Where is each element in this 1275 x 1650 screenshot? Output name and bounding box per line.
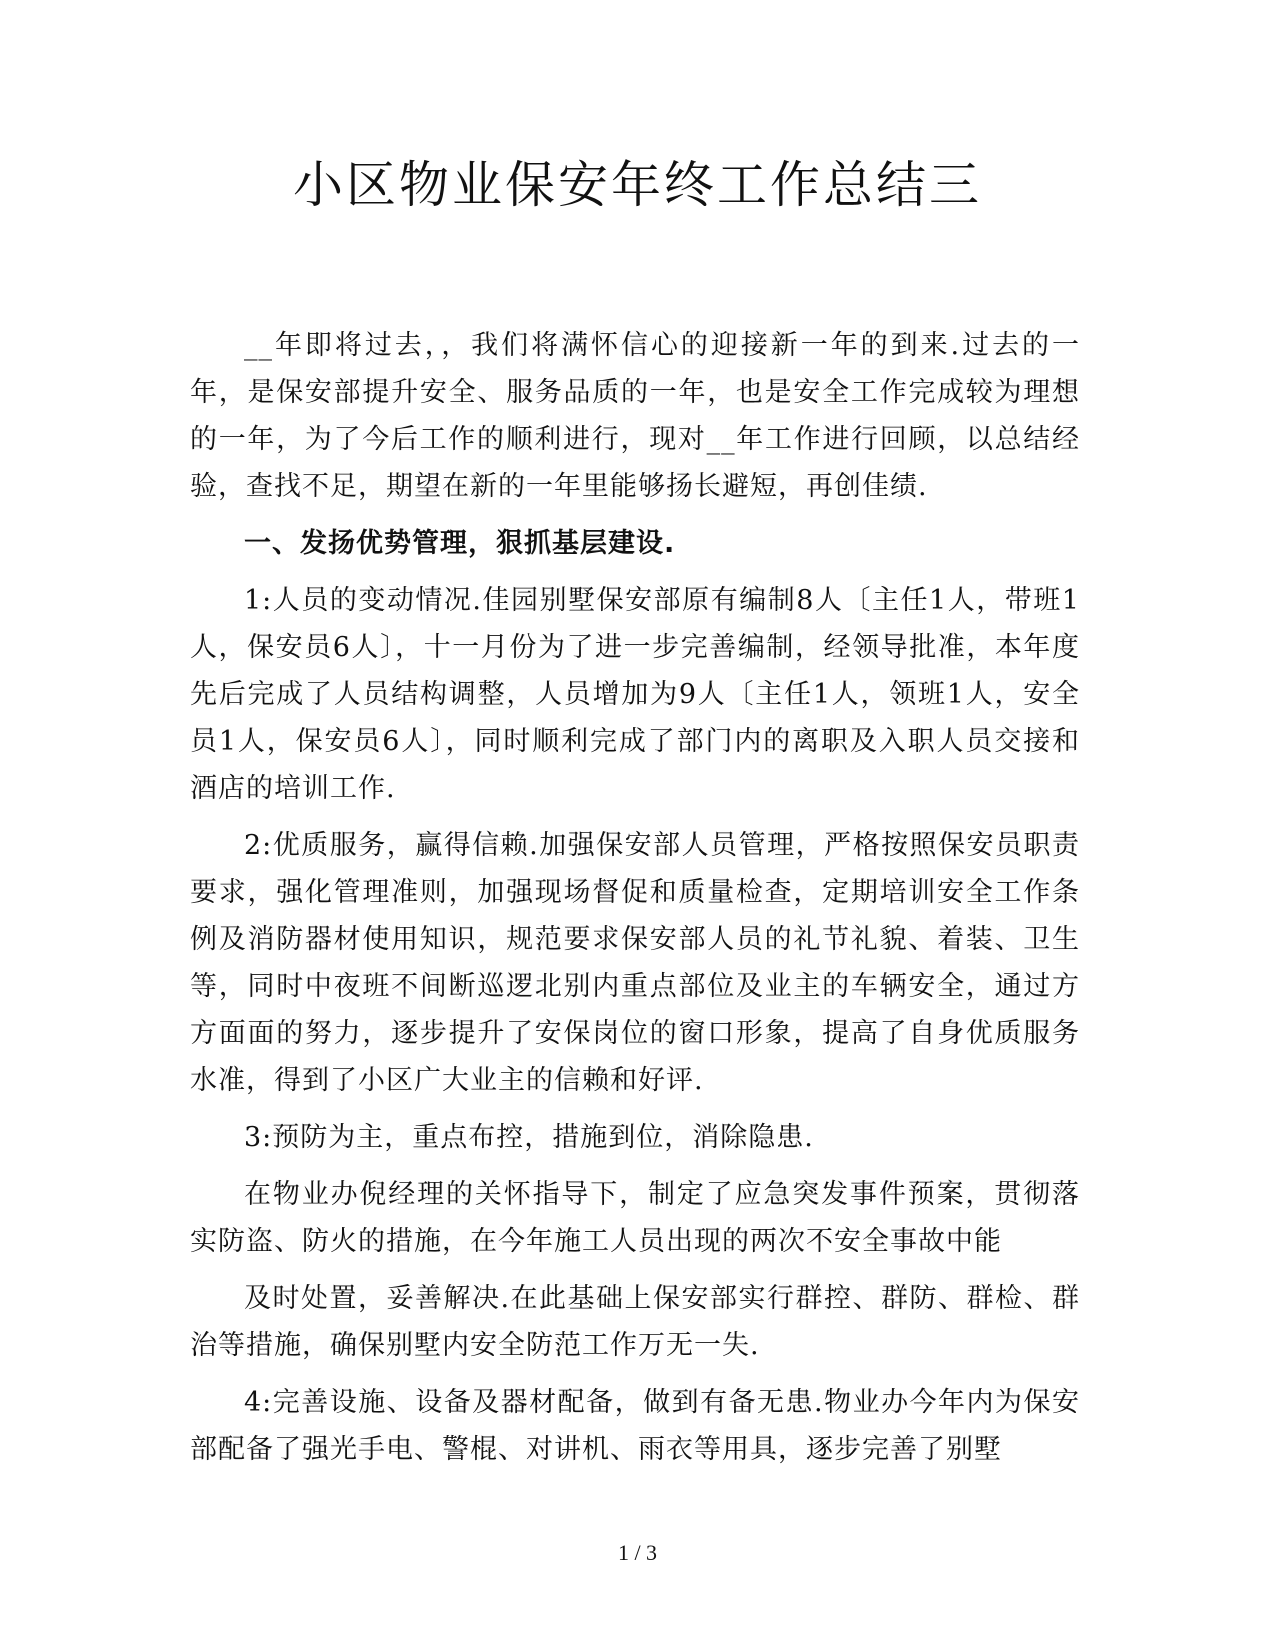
paragraph-intro: __年即将过去，，我们将满怀信心的迎接新一年的到来.过去的一年，是保安部提升安全、服务品质的一年，也是安全工作完成较为理想的一年，为了今后工作的顺利进行，现对__年工作进行回顾，以总结经验，查找不足，期望在新的一年里能够扬长避短，再创佳绩. (190, 330, 1080, 502)
section-heading-1: 一、发扬优势管理，狠抓基层建设. (244, 528, 676, 559)
document-title: 小区物业保安年终工作总结三 (293, 156, 982, 214)
paragraph-item-3-continued: 及时处置，妥善解决.在此基础上保安部实行群控、群防、群检、群治等措施，确保别墅内安全防范工作万无一失. (190, 1283, 1080, 1361)
page-number: 1 / 3 (617, 1540, 658, 1565)
paragraph-item-3-detail: 在物业办倪经理的关怀指导下，制定了应急突发事件预案，贯彻落实防盗、防火的措施，在今年施工人员出现的两次不安全事故中能 (190, 1179, 1080, 1257)
paragraph-item-3: 3:预防为主，重点布控，措施到位，消除隐患. (244, 1122, 814, 1153)
document-body (190, 322, 1080, 1473)
paragraph-item-4: 4:完善设施、设备及器材配备，做到有备无患.物业办今年内为保安部配备了强光手电、警棍、对讲机、雨衣等用具，逐步完善了别墅 (190, 1387, 1080, 1465)
paragraph-item-2: 2:优质服务，赢得信赖.加强保安部人员管理，严格按照保安员职责要求，强化管理准则，加强现场督促和质量检查，定期培训安全工作条例及消防器材使用知识，规范要求保安部人员的礼节礼貌、着装、卫生等，同时中夜班不间断巡逻北别内重点部位及业主的车辆安全，通过方方面面的努力，逐步提升了安保岗位的窗口形象，提高了自身优质服务水准，得到了小区广大业主的信赖和好评. (190, 830, 1080, 1096)
paragraph-item-1: 1:人员的变动情况.佳园别墅保安部原有编制8人〔主任1人，带班1人，保安员6人〕，十一月份为了进一步完善编制，经领导批准，本年度先后完成了人员结构调整，人员增加为9人〔主任1人，领班1人，安全员1人，保安员6人〕，同时顺利完成了部门内的离职及入职人员交接和酒店的培训工作. (190, 585, 1080, 804)
